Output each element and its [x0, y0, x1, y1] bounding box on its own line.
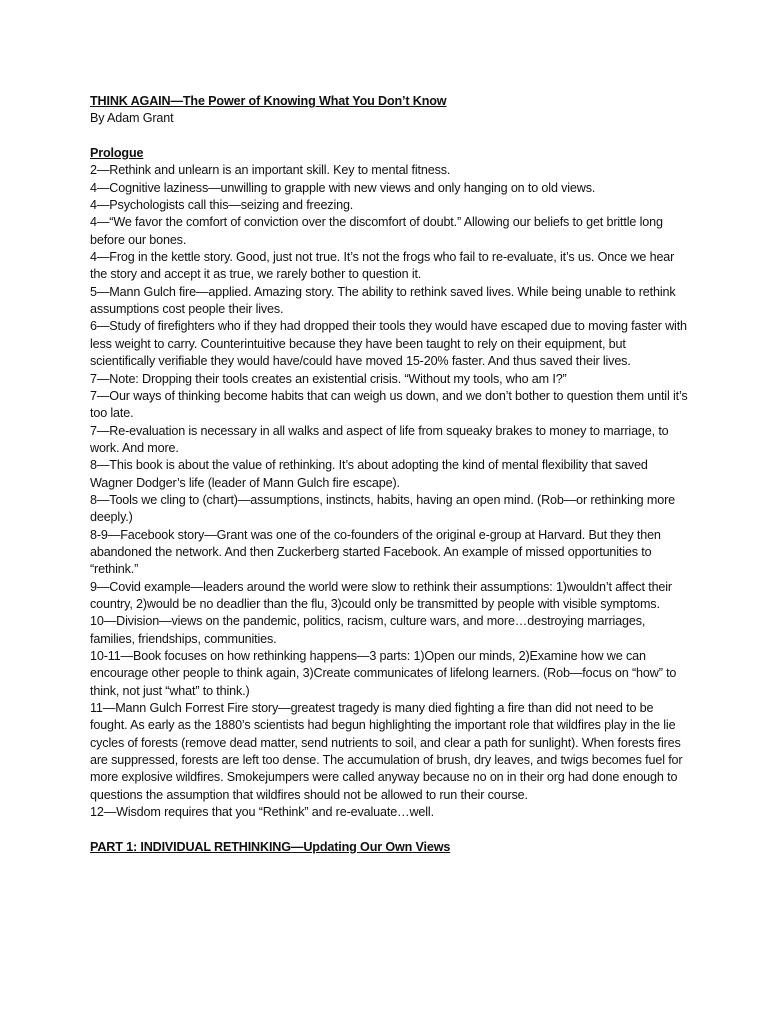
entry-item: 10—Division—views on the pandemic, politics, racism, culture wars, and more…destroying marriages, families, friendships, communities.: [90, 614, 646, 646]
entry-item: 9—Covid example—leaders around the world were slow to rethink their assumptions: 1)wouldn’t affect their country, 2)would be no deadlier than the flu, 3)could only be transmitted by people with visible symptoms.: [90, 579, 672, 611]
entry-item: 4—Frog in the kettle story. Good, just not true. It’s not the frogs who fail to re-evaluate, it’s us. Once we hear the story and accept it as true, we rarely bother to question it.: [90, 250, 675, 282]
part-subtitle: —Updating Our Own Views: [290, 839, 451, 854]
entry-item: 6—Study of firefighters who if they had dropped their tools they would have escaped due to moving faster with less weight to carry. Counterintuitive because they have been taught to rely on their equipment, but scientifically verifiable they would have/could have moved 15-20% faster. And thus saved their lives.: [90, 319, 687, 369]
entry-item: 11—Mann Gulch Forrest Fire story—greatest tragedy is many died fighting a fire than did not need to be fought. As early as the 1880’s scientists had begun highlighting the important role that wildfires play in the lie cycles of forests (remove dead matter, send nutrients to soil, and clear a path for sunlight). When forests fires are suppressed, forests are left too dense. The accumulation of brush, dry leaves, and twigs becomes fuel for more explosive wildfires. Smokejumpers were called anyway because no on in their org had done enough to questions the assumption that wildfires should not be allowed to run their course.: [90, 701, 683, 802]
entry-item: 7—Our ways of thinking become habits that can weigh us down, and we don’t bother to question them until it’s too late.: [90, 388, 688, 421]
part-title: PART 1: INDIVIDUAL RETHINKING: [90, 839, 291, 854]
entry-item: 7—Note: Dropping their tools creates an existential crisis. “Without my tools, who am I?”: [90, 371, 567, 386]
entry-item: 10-11—Book focuses on how rethinking happens—3 parts: 1)Open our minds, 2)Examine how we can encourage other people to think again, 3)Create communicates of lifelong learners. (Rob—focus on “how” to think, not just “what” to think.): [90, 649, 677, 698]
document-author: By Adam Grant: [90, 111, 174, 126]
part-heading: [90, 839, 690, 856]
entry-item: 4—Psychologists call this—seizing and freezing.: [90, 198, 354, 213]
document-title: [90, 93, 690, 110]
entry-item: 5—Mann Gulch fire—applied. Amazing story. The ability to rethink saved lives. While being unable to rethink assumptions cost people their lives.: [90, 284, 676, 317]
entry-item: 8-9—Facebook story—Grant was one of the co-founders of the original e-group at Harvard. But they then abandoned the network. And then Zuckerberg started Facebook. An example of missed opportunities to “rethink.”: [90, 527, 661, 577]
section-heading-prologue: Prologue: [90, 146, 144, 161]
document-page: [90, 93, 690, 856]
title-main: THINK AGAIN: [90, 94, 171, 108]
title-subtitle: —The Power of Knowing What You Don’t Know: [170, 94, 447, 108]
entry-item: 8—This book is about the value of rethinking. It’s about adopting the kind of mental flexibility that saved Wagner Dodger’s life (leader of Mann Gulch fire escape).: [90, 458, 648, 490]
spacer: [90, 821, 690, 838]
entry-item: 12—Wisdom requires that you “Rethink” and re-evaluate…well.: [90, 805, 434, 820]
entry-item: 2—Rethink and unlearn is an important skill. Key to mental fitness.: [90, 163, 451, 178]
entry-item: 4—“We favor the comfort of conviction over the discomfort of doubt.” Allowing our beliefs to get brittle long before our bones.: [90, 215, 663, 247]
entry-list: [90, 162, 690, 821]
spacer: [90, 128, 690, 145]
entry-item: 4—Cognitive laziness—unwilling to grapple with new views and only hanging on to old views.: [90, 180, 596, 195]
entry-item: 8—Tools we cling to (chart)—assumptions, instincts, habits, having an open mind. (Rob—or rethinking more deeply.): [90, 492, 675, 525]
entry-item: 7—Re-evaluation is necessary in all walks and aspect of life from squeaky brakes to money to marriage, to work. And more.: [90, 423, 669, 455]
